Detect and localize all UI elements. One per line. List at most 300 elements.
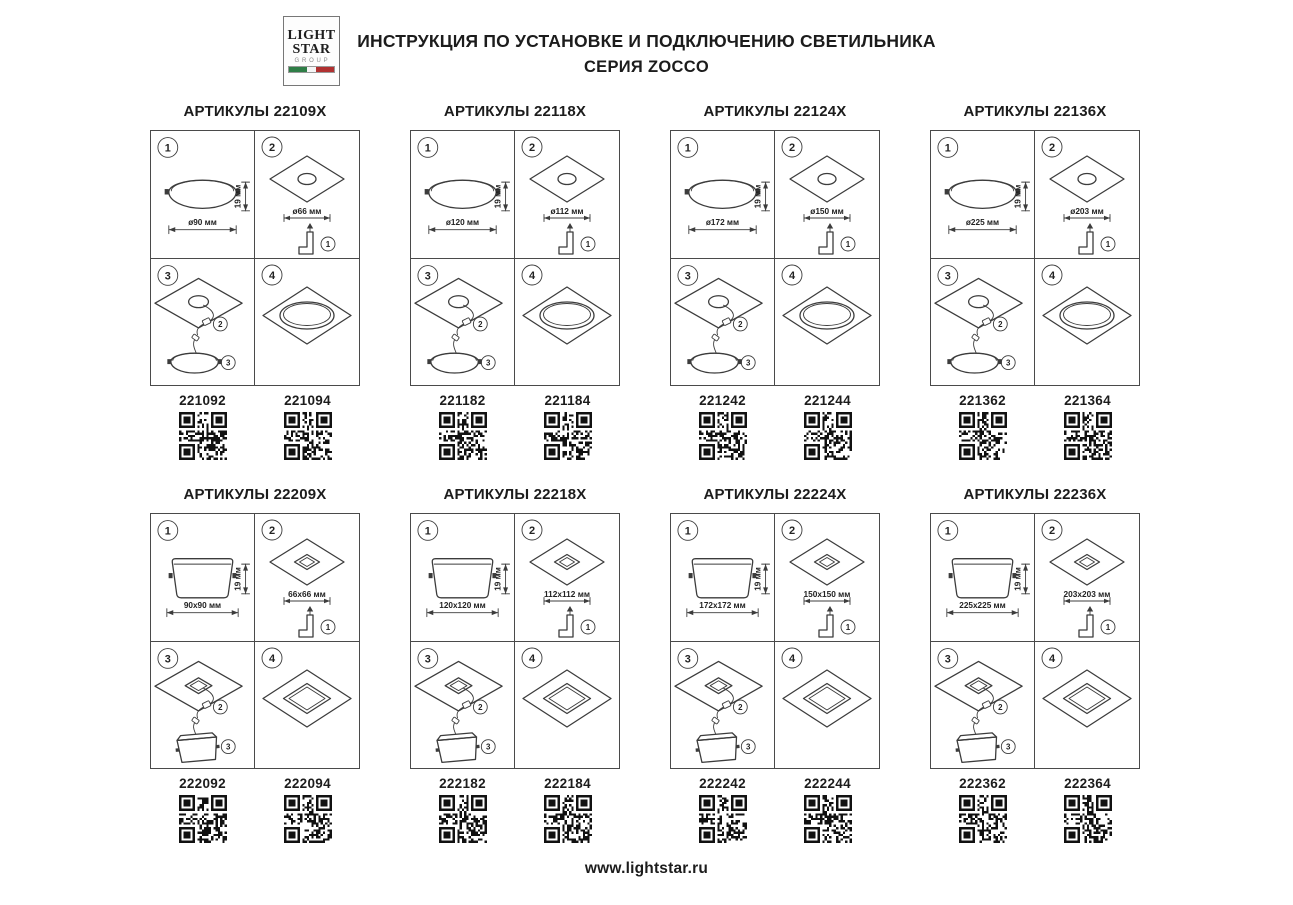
svg-text:1: 1 [1105,623,1111,632]
step-2-diagram [1035,131,1139,258]
step-1-fixture-dimensions [931,514,1035,642]
height-dimension-arrow [234,182,250,211]
diameter-label: ø90 мм [188,218,217,228]
hole-dimension-arrow [1064,589,1111,605]
step-4-installed [515,642,619,769]
svg-text:4: 4 [1048,653,1056,665]
step-3-diagram [671,259,774,386]
hole-size-label: 66x66 мм [288,589,326,599]
width-dimension-arrow [427,601,498,616]
product-panel-round [150,103,360,460]
product-panel-square [150,486,360,843]
svg-text:3: 3 [226,742,231,752]
step-2-cutout-dimensions [775,514,879,642]
callout-1 [581,237,595,251]
ceiling-panel-hole [675,661,762,711]
step-number-badge [522,648,542,668]
hole-size-label: ø112 мм [550,206,584,216]
svg-text:1: 1 [424,142,431,155]
articles-row [930,776,1140,843]
qr-code [804,412,852,460]
insert-step-icon [299,606,313,637]
step-4-installed [1035,642,1139,769]
callout-3 [1001,356,1015,370]
height-label: 19 мм [753,567,763,591]
article-item [783,776,873,843]
step-3-connect-wire [931,259,1035,386]
qr-code [959,412,1007,460]
article-item [678,393,768,460]
step-1-diagram [151,514,254,641]
installed-fixture-view [263,670,351,727]
step-number-badge [678,521,698,541]
ceiling-panel-hole [530,156,604,202]
instruction-steps [410,130,620,386]
callout-2 [213,700,227,714]
callout-3 [741,740,755,754]
article-item [938,393,1028,460]
svg-text:1: 1 [845,623,851,632]
fixture-side-view [689,559,757,598]
instruction-steps [670,513,880,769]
callout-1 [841,620,855,634]
instruction-steps [410,513,620,769]
height-label: 19 мм [1013,567,1023,591]
width-dimension-arrow [947,601,1018,616]
instruction-steps [150,130,360,386]
article-number: 222362 [959,776,1006,791]
power-wire [192,305,214,353]
step-2-diagram [775,131,879,258]
svg-text:1: 1 [684,525,691,538]
power-wire [192,688,214,734]
svg-text:3: 3 [486,358,491,368]
qr-code [544,795,592,843]
fixture-side-view [425,180,501,208]
qr-code [959,795,1007,843]
qr-code [544,412,592,460]
step-number-badge [522,265,542,285]
step-number-badge [262,648,282,668]
step-2-diagram [255,131,359,258]
step-2-diagram [775,514,879,641]
article-number: 221182 [439,393,486,408]
svg-text:3: 3 [684,653,691,666]
callout-1 [321,620,335,634]
svg-text:2: 2 [528,142,536,154]
callout-2 [733,700,747,714]
ceiling-panel-hole [935,278,1022,328]
page-title: ИНСТРУКЦИЯ ПО УСТАНОВКЕ И ПОДКЛЮЧЕНИЮ СВЕТИЛЬНИКА [357,31,936,51]
power-wire [972,305,994,353]
svg-text:1: 1 [325,240,331,249]
insert-step-icon [1079,606,1093,637]
ceiling-panel-hole [530,539,604,585]
callout-1 [841,237,855,251]
installed-fixture-view [263,287,351,344]
hole-size-label: 150x150 мм [803,589,851,599]
step-3-connect-wire [411,642,515,769]
step-1-fixture-dimensions [411,514,515,642]
qr-code [284,412,332,460]
insert-step-icon [819,606,833,637]
step-1-fixture-dimensions [931,131,1035,259]
step-4-diagram [775,259,879,386]
step-3-connect-wire [151,259,255,386]
step-4-installed [255,642,359,769]
installed-fixture-view [783,670,871,727]
step-3-connect-wire [151,642,255,769]
height-dimension-arrow [754,182,770,211]
hole-dimension-arrow [544,206,590,222]
fixture-front-view [694,732,740,762]
callout-3 [221,356,235,370]
insert-step-icon [819,223,833,254]
fixture-front-view [947,353,1001,373]
svg-text:1: 1 [1105,240,1111,249]
ceiling-panel-hole [790,156,864,202]
hole-dimension-arrow [544,589,590,605]
step-number-badge [158,138,178,158]
step-number-badge [262,137,282,157]
svg-text:2: 2 [218,702,223,712]
product-panel-square [410,486,620,843]
svg-text:3: 3 [226,358,231,368]
qr-code [699,412,747,460]
svg-text:2: 2 [478,702,483,712]
size-label: 120x120 мм [439,601,486,611]
svg-text:3: 3 [746,358,751,368]
step-number-badge [418,138,438,158]
qr-code [1064,795,1112,843]
step-3-connect-wire [931,642,1035,769]
step-number-badge [418,521,438,541]
step-2-diagram [1035,514,1139,641]
step-number-badge [678,649,698,669]
ceiling-panel-hole [935,661,1022,711]
hole-size-label: 112x112 мм [544,589,590,599]
step-1-fixture-dimensions [151,514,255,642]
panel-title: АРТИКУЛЫ 22136X [963,103,1107,120]
width-dimension-arrow [169,218,236,233]
step-number-badge [938,521,958,541]
svg-text:4: 4 [528,653,536,665]
diameter-label: ø120 мм [445,218,480,228]
callout-2 [993,700,1007,714]
callout-3 [481,740,495,754]
step-4-installed [775,642,879,769]
step-1-diagram [931,514,1034,641]
height-label: 19 мм [493,567,503,591]
height-label: 19 мм [233,184,243,209]
hole-dimension-arrow [804,206,850,222]
svg-text:4: 4 [788,653,796,665]
callout-1 [581,620,595,634]
articles-row [930,393,1140,460]
fixture-side-view [949,559,1017,598]
svg-text:2: 2 [218,319,223,329]
svg-text:1: 1 [325,623,331,632]
height-dimension-arrow [1014,182,1030,211]
callout-2 [213,317,227,331]
step-1-fixture-dimensions [411,131,515,259]
logo-text-group: GROUP [294,57,331,64]
step-4-diagram [255,259,359,386]
article-number: 221362 [959,393,1006,408]
svg-text:4: 4 [268,270,276,282]
height-label: 19 мм [1013,184,1023,209]
svg-text:2: 2 [788,525,796,537]
height-dimension-arrow [494,182,510,211]
size-label: 172x172 мм [699,601,746,611]
step-2-diagram [515,131,619,258]
svg-text:4: 4 [1048,270,1056,282]
step-number-badge [1042,648,1062,668]
power-wire [712,688,734,734]
width-dimension-arrow [949,218,1016,233]
step-2-cutout-dimensions [775,131,879,259]
svg-text:2: 2 [478,319,483,329]
height-label: 19 мм [753,184,763,209]
product-panel-round [670,103,880,460]
step-number-badge [782,648,802,668]
svg-text:1: 1 [585,623,591,632]
article-item [418,393,508,460]
step-number-badge [938,138,958,158]
diameter-label: ø172 мм [705,218,740,228]
step-number-badge [678,266,698,286]
step-number-badge [158,521,178,541]
step-3-connect-wire [411,259,515,386]
svg-text:3: 3 [944,270,951,283]
svg-text:1: 1 [424,525,431,538]
width-dimension-arrow [689,218,756,233]
step-3-diagram [931,259,1034,386]
installed-fixture-view [1043,670,1131,727]
callout-3 [221,740,235,754]
fixture-front-view [687,353,741,373]
step-4-diagram [1035,259,1139,386]
power-wire [452,305,474,353]
step-number-badge [782,137,802,157]
svg-text:2: 2 [1048,525,1056,537]
fixture-front-view [434,732,480,762]
series-subtitle: СЕРИЯ ZOCCO [583,58,710,76]
step-4-installed [515,259,619,386]
svg-text:2: 2 [998,319,1003,329]
step-3-diagram [671,642,774,769]
fixture-front-view [174,732,220,762]
ceiling-panel-hole [790,539,864,585]
ceiling-panel-hole [675,278,762,328]
svg-text:3: 3 [746,742,751,752]
panel-title: АРТИКУЛЫ 22218X [443,486,587,503]
step-4-diagram [255,642,359,769]
svg-text:1: 1 [585,240,591,249]
ceiling-panel-hole [1050,156,1124,202]
article-number: 221184 [544,393,591,408]
article-item [523,776,613,843]
installed-fixture-view [523,287,611,344]
product-panel-square [930,486,1140,843]
hole-size-label: ø66 мм [292,206,322,216]
step-3-diagram [931,642,1034,769]
hole-size-label: 203x203 мм [1063,589,1111,599]
product-panel-square [670,486,880,843]
step-number-badge [938,266,958,286]
callout-2 [473,700,487,714]
qr-code [179,412,227,460]
panels-grid [150,103,1140,843]
step-4-diagram [515,259,619,386]
article-item [678,776,768,843]
svg-text:2: 2 [268,525,276,537]
article-number: 222184 [544,776,591,791]
article-number: 222094 [284,776,331,791]
step-number-badge [782,265,802,285]
svg-text:3: 3 [164,653,171,666]
hole-dimension-arrow [284,589,330,605]
qr-code [179,795,227,843]
step-number-badge [1042,520,1062,540]
callout-3 [1001,740,1015,754]
callout-2 [733,317,747,331]
svg-text:4: 4 [788,270,796,282]
step-number-badge [522,520,542,540]
hole-size-label: ø203 мм [1070,206,1104,216]
ceiling-panel-hole [155,278,242,328]
step-number-badge [1042,265,1062,285]
step-1-diagram [671,514,774,641]
articles-row [670,776,880,843]
article-item [523,393,613,460]
step-number-badge [938,649,958,669]
product-panel-round [930,103,1140,460]
height-label: 19 мм [233,567,243,591]
step-1-diagram [931,131,1034,258]
size-label: 90x90 мм [183,601,222,611]
step-1-fixture-dimensions [151,131,255,259]
svg-text:3: 3 [944,653,951,666]
panel-title: АРТИКУЛЫ 22124X [703,103,847,120]
step-number-badge [262,520,282,540]
fixture-side-view [945,180,1021,208]
callout-1 [321,237,335,251]
articles-row [150,393,360,460]
step-1-fixture-dimensions [671,514,775,642]
svg-text:3: 3 [486,742,491,752]
step-3-diagram [411,259,514,386]
article-item [938,776,1028,843]
logo-text-star: STAR [292,41,331,57]
svg-text:3: 3 [684,270,691,283]
ceiling-panel-hole [415,278,502,328]
article-number: 221242 [699,393,746,408]
step-2-diagram [515,514,619,641]
fixture-side-view [165,180,241,208]
step-number-badge [678,138,698,158]
callout-1 [1101,237,1115,251]
svg-text:2: 2 [788,142,796,154]
qr-code [439,795,487,843]
height-dimension-arrow [754,564,770,594]
article-number: 221092 [179,393,226,408]
article-number: 222244 [804,776,851,791]
step-4-diagram [515,642,619,769]
qr-code [284,795,332,843]
power-wire [712,305,734,353]
panel-title: АРТИКУЛЫ 22209X [183,486,327,503]
step-number-badge [1042,137,1062,157]
articles-row [670,393,880,460]
step-number-badge [782,520,802,540]
step-3-diagram [151,642,254,769]
article-item [1043,393,1133,460]
fixture-front-view [954,732,1000,762]
svg-text:1: 1 [164,525,171,538]
svg-text:2: 2 [738,702,743,712]
articles-row [150,776,360,843]
callout-3 [741,356,755,370]
panel-title: АРТИКУЛЫ 22236X [963,486,1107,503]
svg-text:4: 4 [268,653,276,665]
article-number: 221094 [284,393,331,408]
ceiling-panel-hole [270,156,344,202]
panel-title: АРТИКУЛЫ 22224X [703,486,847,503]
step-number-badge [158,649,178,669]
instruction-steps [930,130,1140,386]
articles-row [410,776,620,843]
step-1-diagram [411,514,514,641]
size-label: 225x225 мм [959,601,1006,611]
panel-title: АРТИКУЛЫ 22109X [183,103,327,120]
width-dimension-arrow [687,601,758,616]
callout-2 [473,317,487,331]
insert-step-icon [559,606,573,637]
step-1-diagram [411,131,514,258]
step-number-badge [522,137,542,157]
svg-text:1: 1 [684,142,691,155]
svg-text:2: 2 [738,319,743,329]
svg-text:3: 3 [164,270,171,283]
product-panel-round [410,103,620,460]
article-item [263,393,353,460]
article-number: 222364 [1064,776,1111,791]
article-number: 221364 [1064,393,1111,408]
svg-text:1: 1 [944,525,951,538]
step-2-cutout-dimensions [255,131,359,259]
article-number: 222092 [179,776,226,791]
svg-text:3: 3 [424,270,431,283]
svg-text:2: 2 [1048,142,1056,154]
height-dimension-arrow [494,564,510,594]
svg-text:2: 2 [268,142,276,154]
step-1-diagram [671,131,774,258]
step-3-diagram [411,642,514,769]
ceiling-panel-hole [155,661,242,711]
footer-url: www.lightstar.ru [584,860,709,877]
step-number-badge [262,265,282,285]
svg-text:3: 3 [1006,358,1011,368]
ceiling-panel-hole [415,661,502,711]
step-4-diagram [775,642,879,769]
svg-text:2: 2 [998,702,1003,712]
ceiling-panel-hole [1050,539,1124,585]
article-number: 221244 [804,393,851,408]
instruction-steps [150,513,360,769]
qr-code [1064,412,1112,460]
step-number-badge [158,266,178,286]
